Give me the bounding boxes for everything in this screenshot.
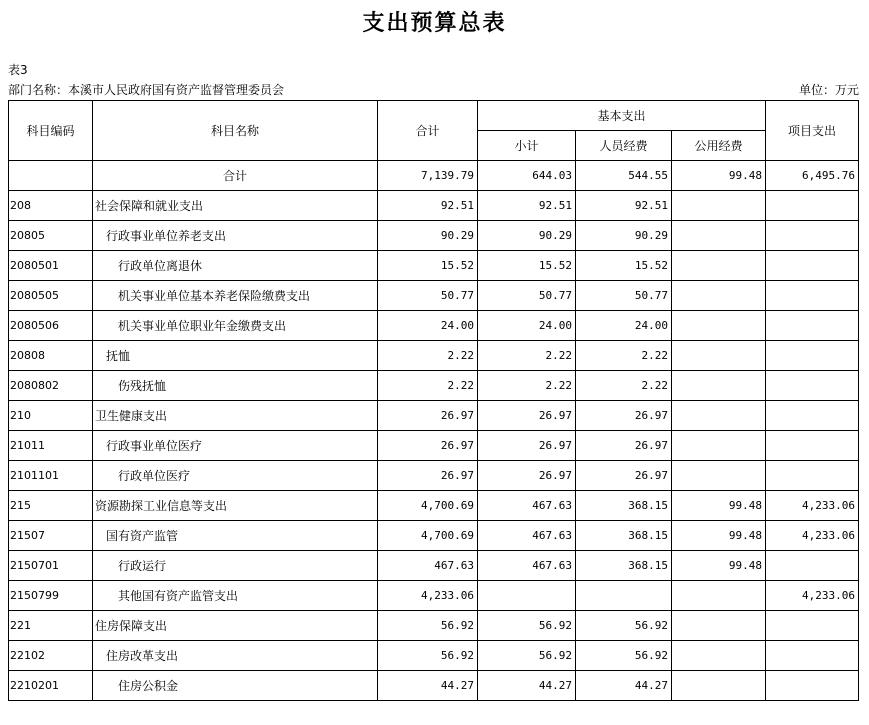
cell-total: 467.63 xyxy=(378,551,478,581)
header-total: 合计 xyxy=(378,101,478,161)
cell-subtotal xyxy=(478,581,576,611)
cell-project: 6,495.76 xyxy=(766,161,859,191)
cell-project xyxy=(766,401,859,431)
cell-code: 20805 xyxy=(9,221,93,251)
cell-name: 伤残抚恤 xyxy=(93,371,378,401)
cell-total: 50.77 xyxy=(378,281,478,311)
cell-subtotal: 56.92 xyxy=(478,611,576,641)
cell-project xyxy=(766,341,859,371)
cell-personnel: 56.92 xyxy=(576,611,672,641)
cell-public: 99.48 xyxy=(672,161,766,191)
cell-code: 2080802 xyxy=(9,371,93,401)
cell-public xyxy=(672,611,766,641)
cell-project xyxy=(766,311,859,341)
cell-code: 2080505 xyxy=(9,281,93,311)
cell-project xyxy=(766,431,859,461)
cell-subtotal: 467.63 xyxy=(478,551,576,581)
cell-code: 22102 xyxy=(9,641,93,671)
cell-subtotal: 467.63 xyxy=(478,521,576,551)
cell-name: 社会保障和就业支出 xyxy=(93,191,378,221)
header-name: 科目名称 xyxy=(93,101,378,161)
cell-project xyxy=(766,461,859,491)
table-row xyxy=(9,401,859,431)
cell-code: 2080501 xyxy=(9,251,93,281)
cell-personnel: 368.15 xyxy=(576,551,672,581)
table-row xyxy=(9,161,859,191)
cell-name: 机关事业单位基本养老保险缴费支出 xyxy=(93,281,378,311)
cell-total: 90.29 xyxy=(378,221,478,251)
cell-public: 99.48 xyxy=(672,521,766,551)
table-row xyxy=(9,251,859,281)
cell-public xyxy=(672,461,766,491)
cell-subtotal: 90.29 xyxy=(478,221,576,251)
cell-public xyxy=(672,401,766,431)
cell-personnel: 44.27 xyxy=(576,671,672,701)
cell-project xyxy=(766,611,859,641)
cell-personnel: 24.00 xyxy=(576,311,672,341)
cell-name: 国有资产监管 xyxy=(93,521,378,551)
cell-public xyxy=(672,221,766,251)
table-row xyxy=(9,581,859,611)
cell-name: 住房改革支出 xyxy=(93,641,378,671)
cell-project: 4,233.06 xyxy=(766,491,859,521)
cell-public xyxy=(672,641,766,671)
cell-name: 卫生健康支出 xyxy=(93,401,378,431)
cell-code: 2150799 xyxy=(9,581,93,611)
cell-public: 99.48 xyxy=(672,551,766,581)
cell-personnel: 544.55 xyxy=(576,161,672,191)
cell-subtotal: 92.51 xyxy=(478,191,576,221)
cell-subtotal: 644.03 xyxy=(478,161,576,191)
cell-project xyxy=(766,371,859,401)
cell-code: 2210201 xyxy=(9,671,93,701)
table-row xyxy=(9,221,859,251)
table-row xyxy=(9,371,859,401)
cell-code: 21011 xyxy=(9,431,93,461)
cell-name: 行政运行 xyxy=(93,551,378,581)
cell-code: 21507 xyxy=(9,521,93,551)
header-code: 科目编码 xyxy=(9,101,93,161)
cell-subtotal: 56.92 xyxy=(478,641,576,671)
department-name: 部门名称：本溪市人民政府国有资产监督管理委员会 xyxy=(8,83,285,97)
table-row xyxy=(9,311,859,341)
cell-subtotal: 44.27 xyxy=(478,671,576,701)
cell-personnel: 2.22 xyxy=(576,341,672,371)
cell-total: 44.27 xyxy=(378,671,478,701)
cell-code xyxy=(9,161,93,191)
cell-code: 210 xyxy=(9,401,93,431)
cell-project xyxy=(766,251,859,281)
cell-total: 92.51 xyxy=(378,191,478,221)
cell-public xyxy=(672,281,766,311)
cell-personnel xyxy=(576,581,672,611)
cell-subtotal: 467.63 xyxy=(478,491,576,521)
cell-code: 2080506 xyxy=(9,311,93,341)
cell-total: 4,233.06 xyxy=(378,581,478,611)
page-title: 支出预算总表 xyxy=(362,10,507,36)
table-row xyxy=(9,641,859,671)
table-header xyxy=(9,101,859,161)
header-basic: 基本支出 xyxy=(478,101,766,131)
cell-total: 7,139.79 xyxy=(378,161,478,191)
cell-personnel: 15.52 xyxy=(576,251,672,281)
cell-public xyxy=(672,431,766,461)
table-row xyxy=(9,461,859,491)
cell-subtotal: 2.22 xyxy=(478,341,576,371)
unit-label: 单位：万元 xyxy=(798,83,859,97)
cell-total: 26.97 xyxy=(378,401,478,431)
cell-name: 行政事业单位养老支出 xyxy=(93,221,378,251)
cell-total: 26.97 xyxy=(378,431,478,461)
cell-public xyxy=(672,371,766,401)
cell-code: 221 xyxy=(9,611,93,641)
cell-name: 行政单位离退休 xyxy=(93,251,378,281)
cell-total: 4,700.69 xyxy=(378,491,478,521)
table-number: 表3 xyxy=(8,63,28,77)
cell-personnel: 90.29 xyxy=(576,221,672,251)
cell-personnel: 368.15 xyxy=(576,521,672,551)
cell-code: 208 xyxy=(9,191,93,221)
cell-code: 215 xyxy=(9,491,93,521)
table-row xyxy=(9,611,859,641)
cell-name: 住房保障支出 xyxy=(93,611,378,641)
table-row xyxy=(9,281,859,311)
header-public: 公用经费 xyxy=(672,131,766,161)
cell-public xyxy=(672,341,766,371)
cell-name: 住房公积金 xyxy=(93,671,378,701)
header-project: 项目支出 xyxy=(766,101,859,161)
cell-project xyxy=(766,641,859,671)
header-personnel: 人员经费 xyxy=(576,131,672,161)
cell-subtotal: 50.77 xyxy=(478,281,576,311)
cell-total: 56.92 xyxy=(378,641,478,671)
cell-public xyxy=(672,191,766,221)
cell-project: 4,233.06 xyxy=(766,521,859,551)
cell-personnel: 56.92 xyxy=(576,641,672,671)
cell-name: 行政事业单位医疗 xyxy=(93,431,378,461)
cell-public xyxy=(672,581,766,611)
cell-personnel: 26.97 xyxy=(576,461,672,491)
table-body xyxy=(9,161,859,701)
cell-project: 4,233.06 xyxy=(766,581,859,611)
cell-project xyxy=(766,221,859,251)
cell-total: 2.22 xyxy=(378,341,478,371)
cell-personnel: 2.22 xyxy=(576,371,672,401)
cell-personnel: 26.97 xyxy=(576,431,672,461)
cell-subtotal: 2.22 xyxy=(478,371,576,401)
cell-total: 15.52 xyxy=(378,251,478,281)
cell-project xyxy=(766,191,859,221)
table-row xyxy=(9,521,859,551)
cell-project xyxy=(766,671,859,701)
budget-table xyxy=(8,100,859,701)
cell-code: 2150701 xyxy=(9,551,93,581)
cell-public: 99.48 xyxy=(672,491,766,521)
table-row xyxy=(9,551,859,581)
cell-total: 56.92 xyxy=(378,611,478,641)
cell-personnel: 26.97 xyxy=(576,401,672,431)
table-row xyxy=(9,191,859,221)
table-row xyxy=(9,341,859,371)
cell-total: 24.00 xyxy=(378,311,478,341)
table-row xyxy=(9,491,859,521)
cell-name: 合计 xyxy=(93,161,378,191)
cell-public xyxy=(672,311,766,341)
cell-public xyxy=(672,671,766,701)
cell-name: 抚恤 xyxy=(93,341,378,371)
cell-name: 行政单位医疗 xyxy=(93,461,378,491)
cell-personnel: 368.15 xyxy=(576,491,672,521)
cell-project xyxy=(766,281,859,311)
cell-total: 2.22 xyxy=(378,371,478,401)
cell-subtotal: 15.52 xyxy=(478,251,576,281)
cell-subtotal: 24.00 xyxy=(478,311,576,341)
cell-personnel: 92.51 xyxy=(576,191,672,221)
cell-subtotal: 26.97 xyxy=(478,401,576,431)
header-subtotal: 小计 xyxy=(478,131,576,161)
table-row xyxy=(9,671,859,701)
cell-public xyxy=(672,251,766,281)
cell-name: 资源勘探工业信息等支出 xyxy=(93,491,378,521)
cell-subtotal: 26.97 xyxy=(478,431,576,461)
cell-total: 4,700.69 xyxy=(378,521,478,551)
cell-subtotal: 26.97 xyxy=(478,461,576,491)
cell-personnel: 50.77 xyxy=(576,281,672,311)
cell-total: 26.97 xyxy=(378,461,478,491)
cell-code: 20808 xyxy=(9,341,93,371)
table-row xyxy=(9,431,859,461)
cell-code: 2101101 xyxy=(9,461,93,491)
cell-name: 其他国有资产监管支出 xyxy=(93,581,378,611)
cell-project xyxy=(766,551,859,581)
cell-name: 机关事业单位职业年金缴费支出 xyxy=(93,311,378,341)
